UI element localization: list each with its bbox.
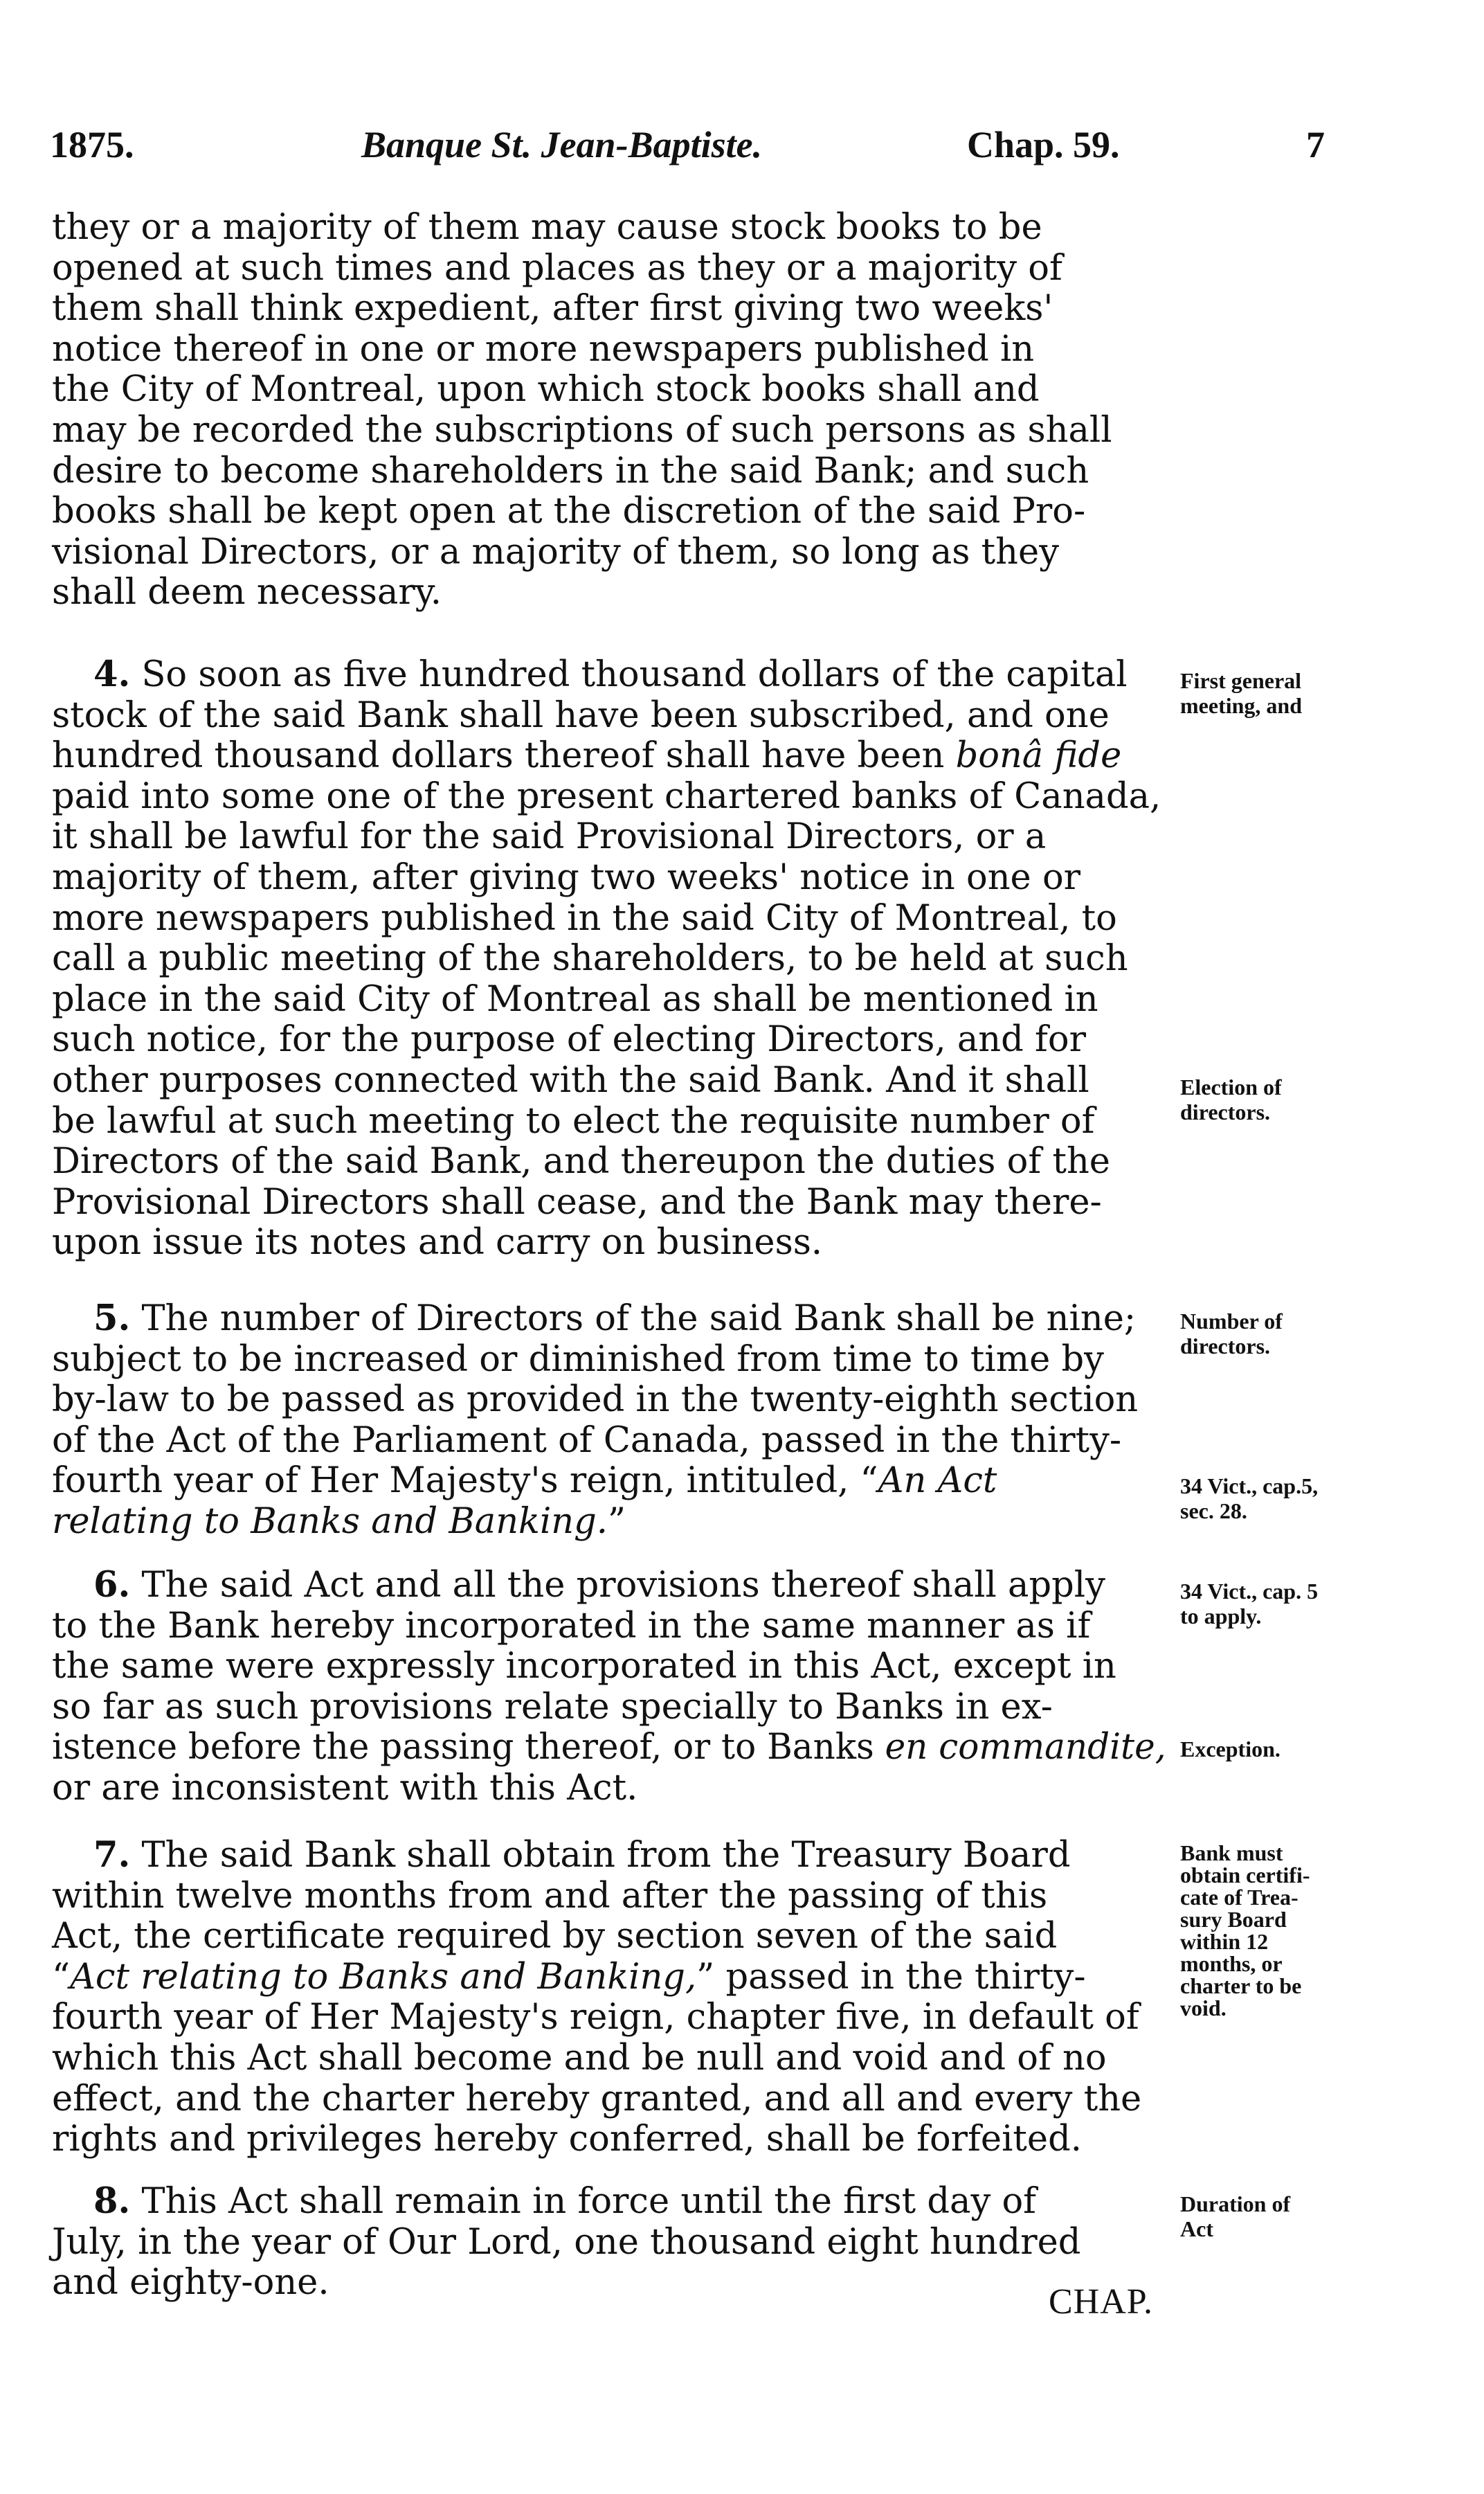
margin-note-line: 34 Vict., cap. 5 xyxy=(1180,1579,1319,1604)
text-run: The said Bank shall obtain from the Treasury Board xyxy=(130,1835,1071,1876)
margin-note-line: Duration of xyxy=(1180,2191,1291,2216)
text-run: “ xyxy=(52,1956,71,1998)
margin-note-line: months, or xyxy=(1180,1951,1283,1976)
margin-note-line: directors. xyxy=(1180,1334,1271,1358)
text-line: other purposes connected with the said Bank. And it shall xyxy=(52,1059,1089,1101)
margin-note-line: meeting, and xyxy=(1180,693,1302,718)
page-number: 7 xyxy=(1306,124,1325,165)
text-line: within twelve months from and after the passing of this xyxy=(52,1875,1048,1917)
text-line: so far as such provisions relate specially to Banks in ex- xyxy=(52,1686,1053,1728)
text-line xyxy=(52,654,1166,696)
section-number: 4. xyxy=(93,654,131,695)
text-line: and eighty-one. xyxy=(52,2262,329,2304)
text-line: they or a majority of them may cause stock books to be xyxy=(52,207,1042,248)
margin-note-line: sury Board xyxy=(1180,1907,1287,1932)
margin-note-duration xyxy=(1180,2191,1388,2241)
text-line: more newspapers published in the said City of Montreal, to xyxy=(52,897,1117,939)
text-run: So soon as five hundred thousand dollars of the capital xyxy=(130,654,1128,695)
text-line: the City of Montreal, upon which stock books shall and xyxy=(52,369,1040,411)
margin-note-vict-apply xyxy=(1180,1579,1388,1629)
text-line: fourth year of Her Majesty's reign, chapter five, in default of xyxy=(52,1997,1139,2038)
text-line: rights and privileges hereby conferred, shall be forfeited. xyxy=(52,2119,1082,2160)
margin-note-bank-must xyxy=(1180,1842,1388,2019)
text-line: visional Directors, or a majority of them, so long as they xyxy=(52,531,1060,573)
text-line: stock of the said Bank shall have been subscribed, and one xyxy=(52,694,1110,736)
text-run: ” xyxy=(607,1500,626,1542)
section-8 xyxy=(52,2181,1166,2304)
text-line: upon issue its notes and carry on business. xyxy=(52,1222,823,1264)
text-line: the same were expressly incorporated in this Act, except in xyxy=(52,1646,1116,1687)
text-run: ” passed in the thirty- xyxy=(696,1956,1086,1998)
text-line: call a public meeting of the shareholders, to be held at such xyxy=(52,938,1128,980)
text-run: The said Act and all the provisions thereof shall apply xyxy=(130,1565,1105,1606)
text-line: them shall think expedient, after first giving two weeks' xyxy=(52,288,1053,330)
margin-note-line: sec. 28. xyxy=(1180,1498,1247,1523)
section-5 xyxy=(52,1298,1166,1543)
margin-note-line: directors. xyxy=(1180,1100,1271,1124)
text-line xyxy=(52,1957,1166,1998)
margin-note-line: Number of xyxy=(1180,1309,1283,1334)
text-run: istence before the passing thereof, or to Banks xyxy=(52,1727,885,1768)
text-line: to the Bank hereby incorporated in the same manner as if xyxy=(52,1605,1091,1647)
text-line: books shall be kept open at the discretion of the said Pro- xyxy=(52,491,1086,532)
text-line xyxy=(52,2181,1166,2223)
margin-note-line: First general xyxy=(1180,668,1302,693)
text-line: Act, the certificate required by section seven of the said xyxy=(52,1916,1058,1957)
text-line xyxy=(52,736,1166,777)
text-line: desire to become shareholders in the said Bank; and such xyxy=(52,450,1089,492)
margin-note-vict-28 xyxy=(1180,1473,1388,1523)
section-number: 5. xyxy=(93,1298,131,1339)
margin-note-line: Exception. xyxy=(1180,1737,1281,1761)
text-line: opened at such times and places as they or a majority of xyxy=(52,247,1062,289)
text-line xyxy=(52,1565,1166,1606)
margin-note-first-meeting xyxy=(1180,668,1388,718)
margin-note-line: cate of Trea- xyxy=(1180,1885,1298,1910)
section-6 xyxy=(52,1565,1166,1809)
text-line: by-law to be passed as provided in the twenty-eighth section xyxy=(52,1379,1139,1421)
text-line: of the Act of the Parliament of Canada, passed in the thirty- xyxy=(52,1419,1122,1461)
header-chapter: Chap. 59. xyxy=(967,124,1120,165)
italic-phrase: bonâ fide xyxy=(955,735,1122,777)
italic-phrase: en commandite, xyxy=(885,1727,1166,1768)
text-line: Provisional Directors shall cease, and the Bank may there- xyxy=(52,1181,1102,1223)
margin-note-line: within 12 xyxy=(1180,1929,1269,1954)
paragraph-continuation xyxy=(52,208,1166,613)
text-line xyxy=(52,1835,1166,1876)
text-line: notice thereof in one or more newspapers published in xyxy=(52,328,1035,370)
margin-note-line: Bank must xyxy=(1180,1840,1283,1865)
section-4 xyxy=(52,654,1166,1264)
text-line xyxy=(52,1502,1166,1543)
text-line: paid into some one of the present chartered banks of Canada, xyxy=(52,775,1161,817)
text-line: such notice, for the purpose of electing Directors, and for xyxy=(52,1019,1086,1061)
header-title: Banque St. Jean-Baptiste. xyxy=(361,124,763,165)
margin-note-line: to apply. xyxy=(1180,1604,1262,1629)
italic-phrase: relating to Banks and Banking. xyxy=(52,1500,608,1542)
text-run: fourth year of Her Majesty's reign, intituled, “ xyxy=(52,1460,878,1502)
text-line: July, in the year of Our Lord, one thousand eight hundred xyxy=(52,2221,1081,2263)
text-line: majority of them, after giving two weeks' notice in one or xyxy=(52,856,1081,898)
text-line: may be recorded the subscriptions of such persons as shall xyxy=(52,409,1112,451)
margin-note-line: Act xyxy=(1180,2216,1213,2241)
text-line: it shall be lawful for the said Provisional Directors, or a xyxy=(52,816,1047,858)
text-line xyxy=(52,1461,1166,1502)
margin-note-line: charter to be xyxy=(1180,1973,1302,1998)
text-run: hundred thousand dollars thereof shall have been xyxy=(52,735,956,777)
section-number: 7. xyxy=(93,1834,131,1876)
running-header xyxy=(50,123,1365,179)
text-line: be lawful at such meeting to elect the requisite number of xyxy=(52,1100,1095,1142)
section-number: 8. xyxy=(93,2180,131,2222)
text-line xyxy=(52,1298,1166,1340)
margin-note-exception xyxy=(1180,1737,1388,1761)
text-line xyxy=(52,1727,1166,1768)
italic-phrase: An Act xyxy=(878,1460,997,1502)
margin-note-line: obtain certifi- xyxy=(1180,1863,1310,1887)
text-line: effect, and the charter hereby granted, and all and every the xyxy=(52,2078,1142,2119)
text-line: subject to be increased or diminished from time to time by xyxy=(52,1338,1104,1380)
margin-note-election xyxy=(1180,1075,1388,1124)
text-line: or are inconsistent with this Act. xyxy=(52,1767,638,1809)
section-number: 6. xyxy=(93,1564,131,1606)
text-run: This Act shall remain in force until the first day of xyxy=(130,2181,1037,2222)
margin-note-number xyxy=(1180,1309,1388,1358)
text-line: which this Act shall become and be null and void and of no xyxy=(52,2037,1107,2079)
text-line: place in the said City of Montreal as shall be mentioned in xyxy=(52,978,1098,1020)
catchword: CHAP. xyxy=(1049,2282,1153,2322)
header-year: 1875. xyxy=(50,124,134,165)
text-line: shall deem necessary. xyxy=(52,572,442,613)
section-7 xyxy=(52,1835,1166,2160)
margin-note-line: 34 Vict., cap.5, xyxy=(1180,1473,1319,1498)
italic-phrase: Act relating to Banks and Banking, xyxy=(70,1956,697,1998)
margin-note-line: void. xyxy=(1180,1995,1227,2020)
margin-note-line: Election of xyxy=(1180,1075,1282,1100)
text-line: Directors of the said Bank, and thereupon the duties of the xyxy=(52,1141,1110,1183)
text-run: The number of Directors of the said Bank shall be nine; xyxy=(130,1298,1137,1339)
